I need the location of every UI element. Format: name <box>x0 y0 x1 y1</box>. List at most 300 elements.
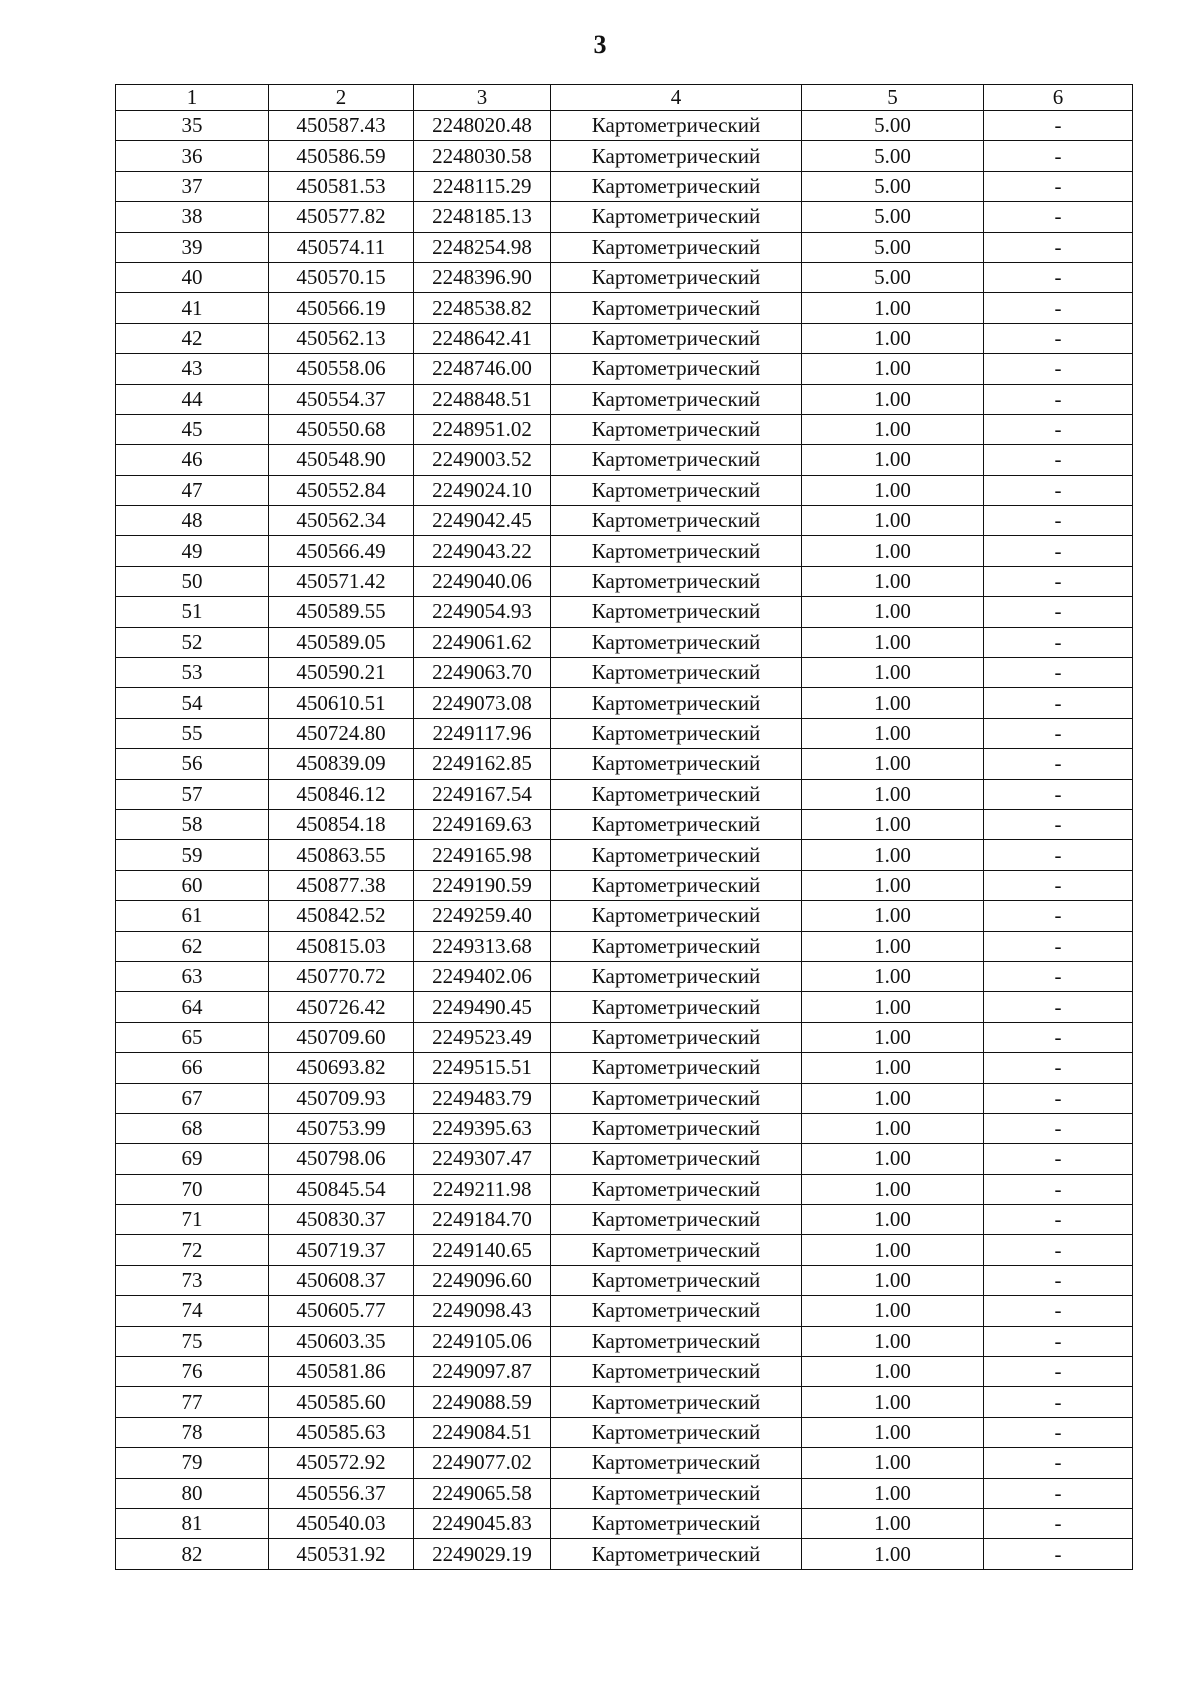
table-cell: 450724.80 <box>269 718 414 748</box>
table-cell: 450589.05 <box>269 627 414 657</box>
table-cell: - <box>984 627 1133 657</box>
table-cell: 1.00 <box>802 749 984 779</box>
table-cell: Картометрический <box>551 1022 802 1052</box>
table-cell: 450548.90 <box>269 445 414 475</box>
table-cell: - <box>984 445 1133 475</box>
table-cell: 2248746.00 <box>414 354 551 384</box>
table-cell: 2249065.58 <box>414 1478 551 1508</box>
table-cell: Картометрический <box>551 688 802 718</box>
table-cell: 2249140.65 <box>414 1235 551 1265</box>
table-row <box>116 597 1133 627</box>
table-cell: - <box>984 597 1133 627</box>
table-cell: 450571.42 <box>269 566 414 596</box>
table-cell: - <box>984 1478 1133 1508</box>
table-cell: - <box>984 202 1133 232</box>
table-row <box>116 992 1133 1022</box>
table-cell: 2249169.63 <box>414 809 551 839</box>
table-body <box>116 85 1133 1570</box>
table-cell: 1.00 <box>802 293 984 323</box>
table-cell: 2249105.06 <box>414 1326 551 1356</box>
table-cell: - <box>984 1174 1133 1204</box>
table-cell: 450581.53 <box>269 171 414 201</box>
table-cell: 2249096.60 <box>414 1265 551 1295</box>
table-row <box>116 1022 1133 1052</box>
table-row <box>116 445 1133 475</box>
table-cell: 1.00 <box>802 445 984 475</box>
table-cell: 450709.93 <box>269 1083 414 1113</box>
table-row <box>116 688 1133 718</box>
table-cell: - <box>984 1235 1133 1265</box>
table-cell: 450770.72 <box>269 961 414 991</box>
table-cell: 66 <box>116 1053 269 1083</box>
table-cell: 1.00 <box>802 840 984 870</box>
table-cell: 1.00 <box>802 992 984 1022</box>
table-row <box>116 536 1133 566</box>
table-cell: 450608.37 <box>269 1265 414 1295</box>
table-cell: 2249259.40 <box>414 901 551 931</box>
table-cell: 45 <box>116 414 269 444</box>
table-cell: Картометрический <box>551 1387 802 1417</box>
table-cell: 1.00 <box>802 1417 984 1447</box>
table-cell: 1.00 <box>802 566 984 596</box>
table-cell: Картометрический <box>551 597 802 627</box>
table-cell: 43 <box>116 354 269 384</box>
table-cell: 1.00 <box>802 1113 984 1143</box>
table-cell: - <box>984 1326 1133 1356</box>
table-cell: Картометрический <box>551 1174 802 1204</box>
table-cell: - <box>984 840 1133 870</box>
table-cell: 450845.54 <box>269 1174 414 1204</box>
table-cell: - <box>984 262 1133 292</box>
table-cell: Картометрический <box>551 931 802 961</box>
table-cell: 5.00 <box>802 141 984 171</box>
table-row <box>116 1113 1133 1143</box>
table-cell: 2248185.13 <box>414 202 551 232</box>
table-cell: 1.00 <box>802 1296 984 1326</box>
table-cell: Картометрический <box>551 262 802 292</box>
table-cell: 450842.52 <box>269 901 414 931</box>
table-cell: Картометрический <box>551 293 802 323</box>
table-cell: 450562.34 <box>269 506 414 536</box>
table-cell: Картометрический <box>551 840 802 870</box>
table-cell: - <box>984 293 1133 323</box>
table-row <box>116 323 1133 353</box>
table-row <box>116 1448 1133 1478</box>
table-cell: 2249211.98 <box>414 1174 551 1204</box>
table-cell: 5.00 <box>802 111 984 141</box>
table-cell: 1.00 <box>802 354 984 384</box>
table-cell: 2248538.82 <box>414 293 551 323</box>
table-cell: 2249490.45 <box>414 992 551 1022</box>
table-cell: 67 <box>116 1083 269 1113</box>
table-cell: - <box>984 1053 1133 1083</box>
table-cell: 40 <box>116 262 269 292</box>
table-cell: 36 <box>116 141 269 171</box>
table-cell: 2249063.70 <box>414 658 551 688</box>
table-row <box>116 718 1133 748</box>
table-cell: - <box>984 475 1133 505</box>
table-cell: 2249165.98 <box>414 840 551 870</box>
table-cell: 5.00 <box>802 171 984 201</box>
table-cell: - <box>984 718 1133 748</box>
table-cell: 1.00 <box>802 1265 984 1295</box>
table-row <box>116 232 1133 262</box>
table-cell: Картометрический <box>551 1144 802 1174</box>
table-cell: 450839.09 <box>269 749 414 779</box>
table-row <box>116 1083 1133 1113</box>
table-cell: 2249402.06 <box>414 961 551 991</box>
table-cell: Картометрический <box>551 1539 802 1569</box>
table-cell: Картометрический <box>551 171 802 201</box>
table-cell: - <box>984 1144 1133 1174</box>
coordinates-table <box>115 84 1133 1570</box>
column-header: 6 <box>984 85 1133 111</box>
table-row <box>116 1326 1133 1356</box>
table-cell: Картометрический <box>551 1235 802 1265</box>
table-cell: 1.00 <box>802 809 984 839</box>
table-cell: Картометрический <box>551 1113 802 1143</box>
table-row <box>116 141 1133 171</box>
table-cell: 450719.37 <box>269 1235 414 1265</box>
table-cell: 450753.99 <box>269 1113 414 1143</box>
table-cell: 1.00 <box>802 384 984 414</box>
table-cell: 1.00 <box>802 1357 984 1387</box>
table-cell: Картометрический <box>551 445 802 475</box>
table-cell: 80 <box>116 1478 269 1508</box>
table-cell: 37 <box>116 171 269 201</box>
table-row <box>116 1539 1133 1569</box>
table-cell: 61 <box>116 901 269 931</box>
table-cell: Картометрический <box>551 627 802 657</box>
table-cell: - <box>984 1083 1133 1113</box>
table-cell: 1.00 <box>802 1508 984 1538</box>
table-cell: 52 <box>116 627 269 657</box>
table-cell: 2248642.41 <box>414 323 551 353</box>
table-cell: 450709.60 <box>269 1022 414 1052</box>
table-row <box>116 414 1133 444</box>
table-cell: 450590.21 <box>269 658 414 688</box>
table-cell: 450603.35 <box>269 1326 414 1356</box>
table-cell: Картометрический <box>551 749 802 779</box>
table-cell: 2249084.51 <box>414 1417 551 1447</box>
table-cell: 2249117.96 <box>414 718 551 748</box>
table-cell: - <box>984 809 1133 839</box>
table-header-row <box>116 85 1133 111</box>
table-cell: - <box>984 111 1133 141</box>
table-cell: 1.00 <box>802 718 984 748</box>
table-cell: 39 <box>116 232 269 262</box>
table-cell: 1.00 <box>802 1326 984 1356</box>
table-row <box>116 354 1133 384</box>
table-cell: Картометрический <box>551 992 802 1022</box>
table-cell: Картометрический <box>551 1326 802 1356</box>
table-cell: 35 <box>116 111 269 141</box>
table-row <box>116 1387 1133 1417</box>
table-cell: - <box>984 1022 1133 1052</box>
table-cell: 1.00 <box>802 1205 984 1235</box>
table-cell: 1.00 <box>802 1235 984 1265</box>
table-cell: 53 <box>116 658 269 688</box>
table-cell: 450854.18 <box>269 809 414 839</box>
table-cell: 2248254.98 <box>414 232 551 262</box>
table-cell: - <box>984 354 1133 384</box>
table-cell: Картометрический <box>551 870 802 900</box>
table-cell: 57 <box>116 779 269 809</box>
table-cell: Картометрический <box>551 658 802 688</box>
table-cell: Картометрический <box>551 1205 802 1235</box>
table-row <box>116 658 1133 688</box>
table-cell: - <box>984 931 1133 961</box>
table-row <box>116 840 1133 870</box>
table-cell: 2249040.06 <box>414 566 551 596</box>
table-cell: 2249190.59 <box>414 870 551 900</box>
table-cell: Картометрический <box>551 1478 802 1508</box>
table-cell: 2249097.87 <box>414 1357 551 1387</box>
table-cell: - <box>984 506 1133 536</box>
table-cell: 1.00 <box>802 1174 984 1204</box>
table-cell: Картометрический <box>551 232 802 262</box>
table-cell: 1.00 <box>802 536 984 566</box>
table-cell: 2249073.08 <box>414 688 551 718</box>
table-cell: Картометрический <box>551 354 802 384</box>
table-cell: 450863.55 <box>269 840 414 870</box>
table-row <box>116 961 1133 991</box>
table-row <box>116 809 1133 839</box>
table-row <box>116 1296 1133 1326</box>
table-cell: 2249003.52 <box>414 445 551 475</box>
table-cell: Картометрический <box>551 1357 802 1387</box>
table-cell: 1.00 <box>802 627 984 657</box>
table-cell: Картометрический <box>551 414 802 444</box>
table-cell: 450846.12 <box>269 779 414 809</box>
table-cell: 450566.19 <box>269 293 414 323</box>
table-cell: 2249088.59 <box>414 1387 551 1417</box>
table-cell: Картометрический <box>551 901 802 931</box>
table-cell: 450574.11 <box>269 232 414 262</box>
page-number: 3 <box>593 30 607 59</box>
table-cell: 1.00 <box>802 1083 984 1113</box>
table-row <box>116 1235 1133 1265</box>
table-row <box>116 1053 1133 1083</box>
table-cell: 450585.60 <box>269 1387 414 1417</box>
table-cell: - <box>984 566 1133 596</box>
table-cell: - <box>984 992 1133 1022</box>
table-cell: 81 <box>116 1508 269 1538</box>
table-cell: Картометрический <box>551 1265 802 1295</box>
table-cell: 2248951.02 <box>414 414 551 444</box>
table-cell: 71 <box>116 1205 269 1235</box>
table-cell: 2248848.51 <box>414 384 551 414</box>
table-cell: 450556.37 <box>269 1478 414 1508</box>
table-cell: - <box>984 1205 1133 1235</box>
table-cell: 1.00 <box>802 688 984 718</box>
table-cell: 1.00 <box>802 597 984 627</box>
table-row <box>116 202 1133 232</box>
table-row <box>116 566 1133 596</box>
table-cell: 5.00 <box>802 232 984 262</box>
table-cell: 79 <box>116 1448 269 1478</box>
table-cell: 450726.42 <box>269 992 414 1022</box>
table-cell: 450798.06 <box>269 1144 414 1174</box>
table-cell: 450577.82 <box>269 202 414 232</box>
table-cell: 2249523.49 <box>414 1022 551 1052</box>
table-cell: Картометрический <box>551 506 802 536</box>
table-cell: 450572.92 <box>269 1448 414 1478</box>
table-cell: 1.00 <box>802 323 984 353</box>
column-header: 4 <box>551 85 802 111</box>
table-cell: 2248030.58 <box>414 141 551 171</box>
table-cell: Картометрический <box>551 566 802 596</box>
table-cell: 1.00 <box>802 1144 984 1174</box>
table-row <box>116 1417 1133 1447</box>
table-cell: 1.00 <box>802 1022 984 1052</box>
table-row <box>116 171 1133 201</box>
table-cell: 42 <box>116 323 269 353</box>
table-row <box>116 1265 1133 1295</box>
table-cell: 450693.82 <box>269 1053 414 1083</box>
table-cell: 68 <box>116 1113 269 1143</box>
table-cell: 2249024.10 <box>414 475 551 505</box>
table-cell: Картометрический <box>551 779 802 809</box>
table-row <box>116 931 1133 961</box>
table-cell: Картометрический <box>551 1083 802 1113</box>
table-cell: 2249043.22 <box>414 536 551 566</box>
table-cell: 450610.51 <box>269 688 414 718</box>
table-cell: 60 <box>116 870 269 900</box>
table-cell: 70 <box>116 1174 269 1204</box>
table-cell: 450552.84 <box>269 475 414 505</box>
table-cell: 63 <box>116 961 269 991</box>
table-cell: - <box>984 414 1133 444</box>
table-cell: 1.00 <box>802 1448 984 1478</box>
table-cell: 450531.92 <box>269 1539 414 1569</box>
table-cell: 2249395.63 <box>414 1113 551 1143</box>
table-cell: Картометрический <box>551 384 802 414</box>
table-cell: 450605.77 <box>269 1296 414 1326</box>
table-cell: 77 <box>116 1387 269 1417</box>
table-cell: - <box>984 658 1133 688</box>
table-row <box>116 1357 1133 1387</box>
table-cell: - <box>984 779 1133 809</box>
table-row <box>116 262 1133 292</box>
table-cell: 2249162.85 <box>414 749 551 779</box>
table-cell: 2248115.29 <box>414 171 551 201</box>
table-cell: 49 <box>116 536 269 566</box>
column-header: 3 <box>414 85 551 111</box>
table-cell: 51 <box>116 597 269 627</box>
table-cell: 2249042.45 <box>414 506 551 536</box>
table-cell: 44 <box>116 384 269 414</box>
table-cell: Картометрический <box>551 1053 802 1083</box>
table-cell: 450585.63 <box>269 1417 414 1447</box>
table-cell: Картометрический <box>551 961 802 991</box>
table-row <box>116 384 1133 414</box>
table-cell: 1.00 <box>802 961 984 991</box>
table-cell: 2249029.19 <box>414 1539 551 1569</box>
table-cell: - <box>984 1357 1133 1387</box>
table-cell: 1.00 <box>802 658 984 688</box>
table-cell: - <box>984 232 1133 262</box>
table-row <box>116 1478 1133 1508</box>
table-cell: 54 <box>116 688 269 718</box>
table-cell: 72 <box>116 1235 269 1265</box>
table-cell: 1.00 <box>802 1387 984 1417</box>
table-cell: 450589.55 <box>269 597 414 627</box>
table-cell: 5.00 <box>802 202 984 232</box>
table-cell: - <box>984 870 1133 900</box>
table-cell: 65 <box>116 1022 269 1052</box>
table-cell: 2249184.70 <box>414 1205 551 1235</box>
table-cell: 46 <box>116 445 269 475</box>
table-cell: 450830.37 <box>269 1205 414 1235</box>
table-cell: 450877.38 <box>269 870 414 900</box>
table-cell: 1.00 <box>802 475 984 505</box>
table-cell: 450566.49 <box>269 536 414 566</box>
table-cell: - <box>984 323 1133 353</box>
table-cell: 1.00 <box>802 1053 984 1083</box>
table-cell: - <box>984 1387 1133 1417</box>
table-cell: Картометрический <box>551 1296 802 1326</box>
table-row <box>116 1144 1133 1174</box>
table-cell: 2248020.48 <box>414 111 551 141</box>
table-cell: 450587.43 <box>269 111 414 141</box>
table-cell: Картометрический <box>551 809 802 839</box>
column-header: 2 <box>269 85 414 111</box>
table-cell: Картометрический <box>551 1508 802 1538</box>
table-cell: 2249515.51 <box>414 1053 551 1083</box>
table-row <box>116 475 1133 505</box>
table-cell: - <box>984 1265 1133 1295</box>
table-row <box>116 1174 1133 1204</box>
table-cell: Картометрический <box>551 475 802 505</box>
table-cell: - <box>984 171 1133 201</box>
table-cell: 69 <box>116 1144 269 1174</box>
table-cell: 450815.03 <box>269 931 414 961</box>
table-cell: - <box>984 901 1133 931</box>
column-header: 5 <box>802 85 984 111</box>
table-cell: 1.00 <box>802 779 984 809</box>
table-cell: 56 <box>116 749 269 779</box>
table-cell: - <box>984 1417 1133 1447</box>
table-cell: - <box>984 141 1133 171</box>
table-cell: Картометрический <box>551 323 802 353</box>
table-cell: 75 <box>116 1326 269 1356</box>
table-cell: Картометрический <box>551 141 802 171</box>
table-cell: Картометрический <box>551 111 802 141</box>
table-cell: 450581.86 <box>269 1357 414 1387</box>
table-cell: 76 <box>116 1357 269 1387</box>
table-cell: - <box>984 1508 1133 1538</box>
table-cell: 450554.37 <box>269 384 414 414</box>
table-cell: - <box>984 384 1133 414</box>
table-cell: - <box>984 749 1133 779</box>
table-cell: 450558.06 <box>269 354 414 384</box>
table-cell: - <box>984 688 1133 718</box>
table-row <box>116 901 1133 931</box>
table-cell: 41 <box>116 293 269 323</box>
table-cell: 2248396.90 <box>414 262 551 292</box>
table-cell: Картометрический <box>551 1448 802 1478</box>
table-cell: - <box>984 961 1133 991</box>
table-cell: 2249307.47 <box>414 1144 551 1174</box>
table-cell: 1.00 <box>802 414 984 444</box>
table-row <box>116 1508 1133 1538</box>
table-cell: 47 <box>116 475 269 505</box>
table-cell: 450540.03 <box>269 1508 414 1538</box>
table-cell: Картометрический <box>551 718 802 748</box>
table-row <box>116 506 1133 536</box>
table-cell: 2249098.43 <box>414 1296 551 1326</box>
